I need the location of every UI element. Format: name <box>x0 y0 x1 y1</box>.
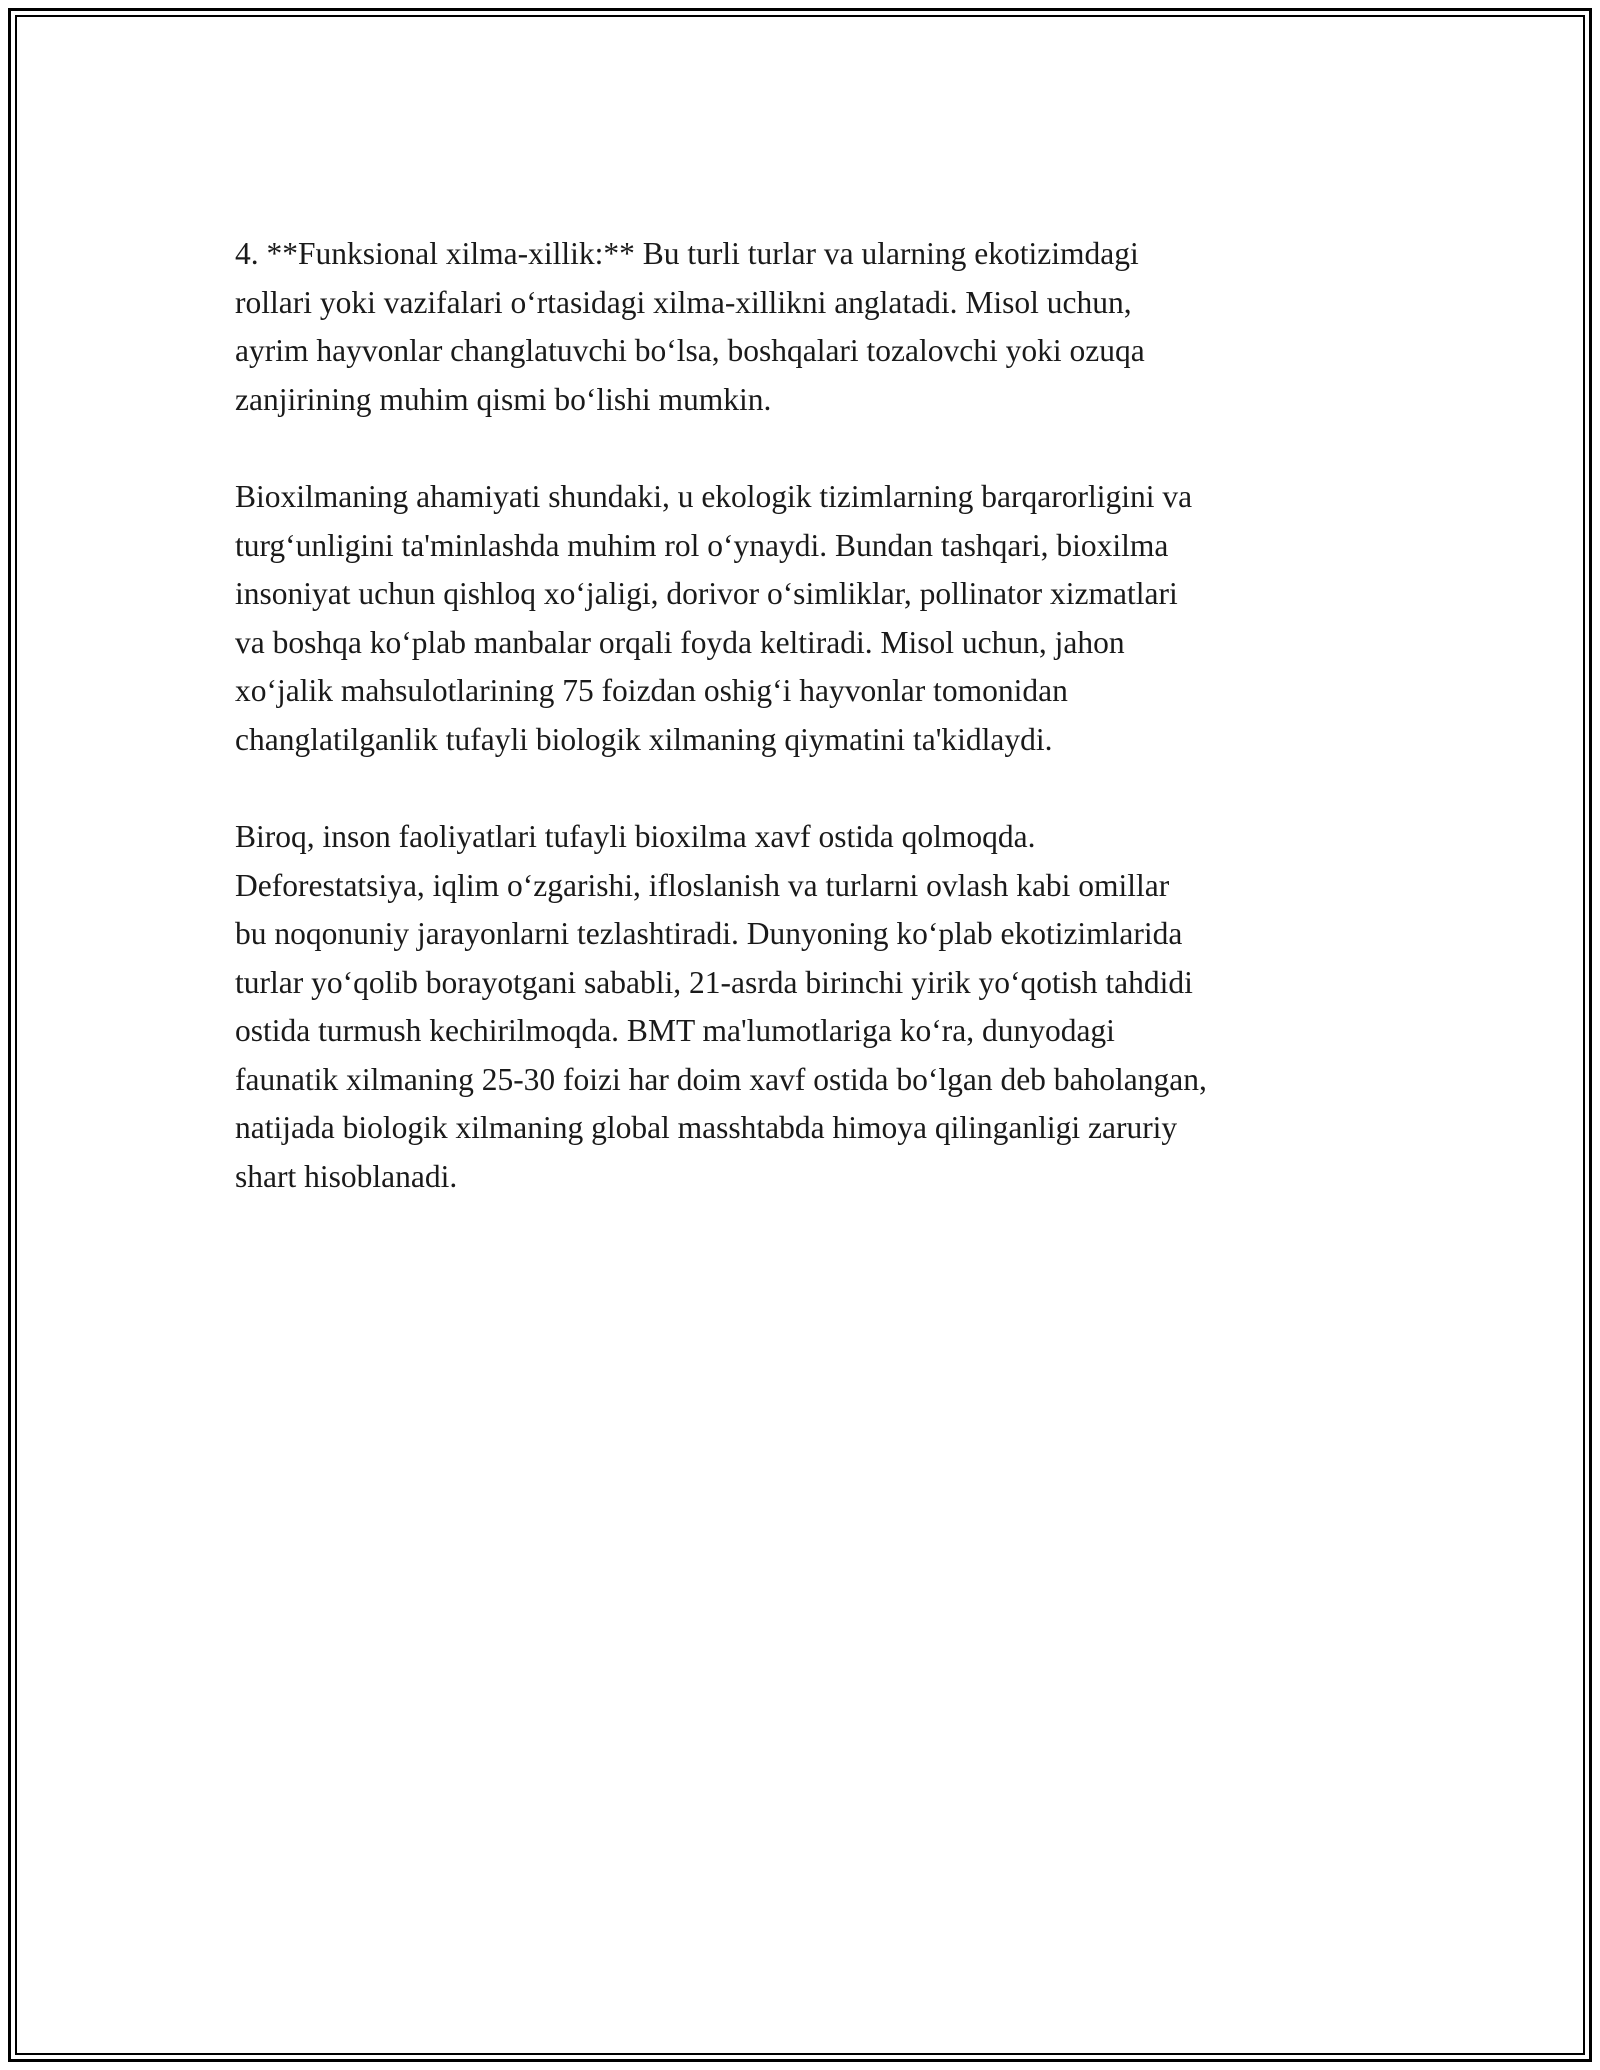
paragraph-functional-diversity: 4. **Funksional xilma-xillik:** Bu turli turlar va ularning ekotizimdagi rollari yoki vazifalari o‘rtasidagi xilma-xillikni anglatadi. Misol uchun, ayrim hayvonlar changlatuvchi bo‘lsa, boshqalari tozalovchi yoki ozuqa zanjirining muhim qismi bo‘lishi mumkin. <box>235 236 1145 417</box>
document-body <box>235 230 1375 1250</box>
paragraph-biodiversity-importance: Bioxilmaning ahamiyati shundaki, u ekologik tizimlarning barqarorligini va turg‘unligini ta'minlashda muhim rol o‘ynaydi. Bundan tashqari, bioxilma insoniyat uchun qishloq xo‘jaligi, dorivor o‘simliklar, pollinator xizmatlari va boshqa ko‘plab manbalar orqali foyda keltiradi. Misol uchun, jahon xo‘jalik mahsulotlarining 75 foizdan oshig‘i hayvonlar tomonidan changlatilganlik tufayli biologik xilmaning qiymatini ta'kidlaydi. <box>235 479 1193 757</box>
paragraph-biodiversity-threats: Biroq, inson faoliyatlari tufayli bioxilma xavf ostida qolmoqda. Deforestatsiya, iqlim o‘zgarishi, ifloslanish va turlarni ovlash kabi omillar bu noqonuniy jarayonlarni tezlashtiradi. Dunyoning ko‘plab ekotizimlarida turlar yo‘qolib borayotgani sababli, 21-asrda birinchi yirik yo‘qotish tahdidi ostida turmush kechirilmoqda. BMT ma'lumotlariga ko‘ra, dunyodagi faunatik xilmaning 25-30 foizi har doim xavf ostida bo‘lgan deb baholangan, natijada biologik xilmaning global masshtabda himoya qilinganligi zaruriy shart hisoblanadi. <box>235 819 1207 1194</box>
